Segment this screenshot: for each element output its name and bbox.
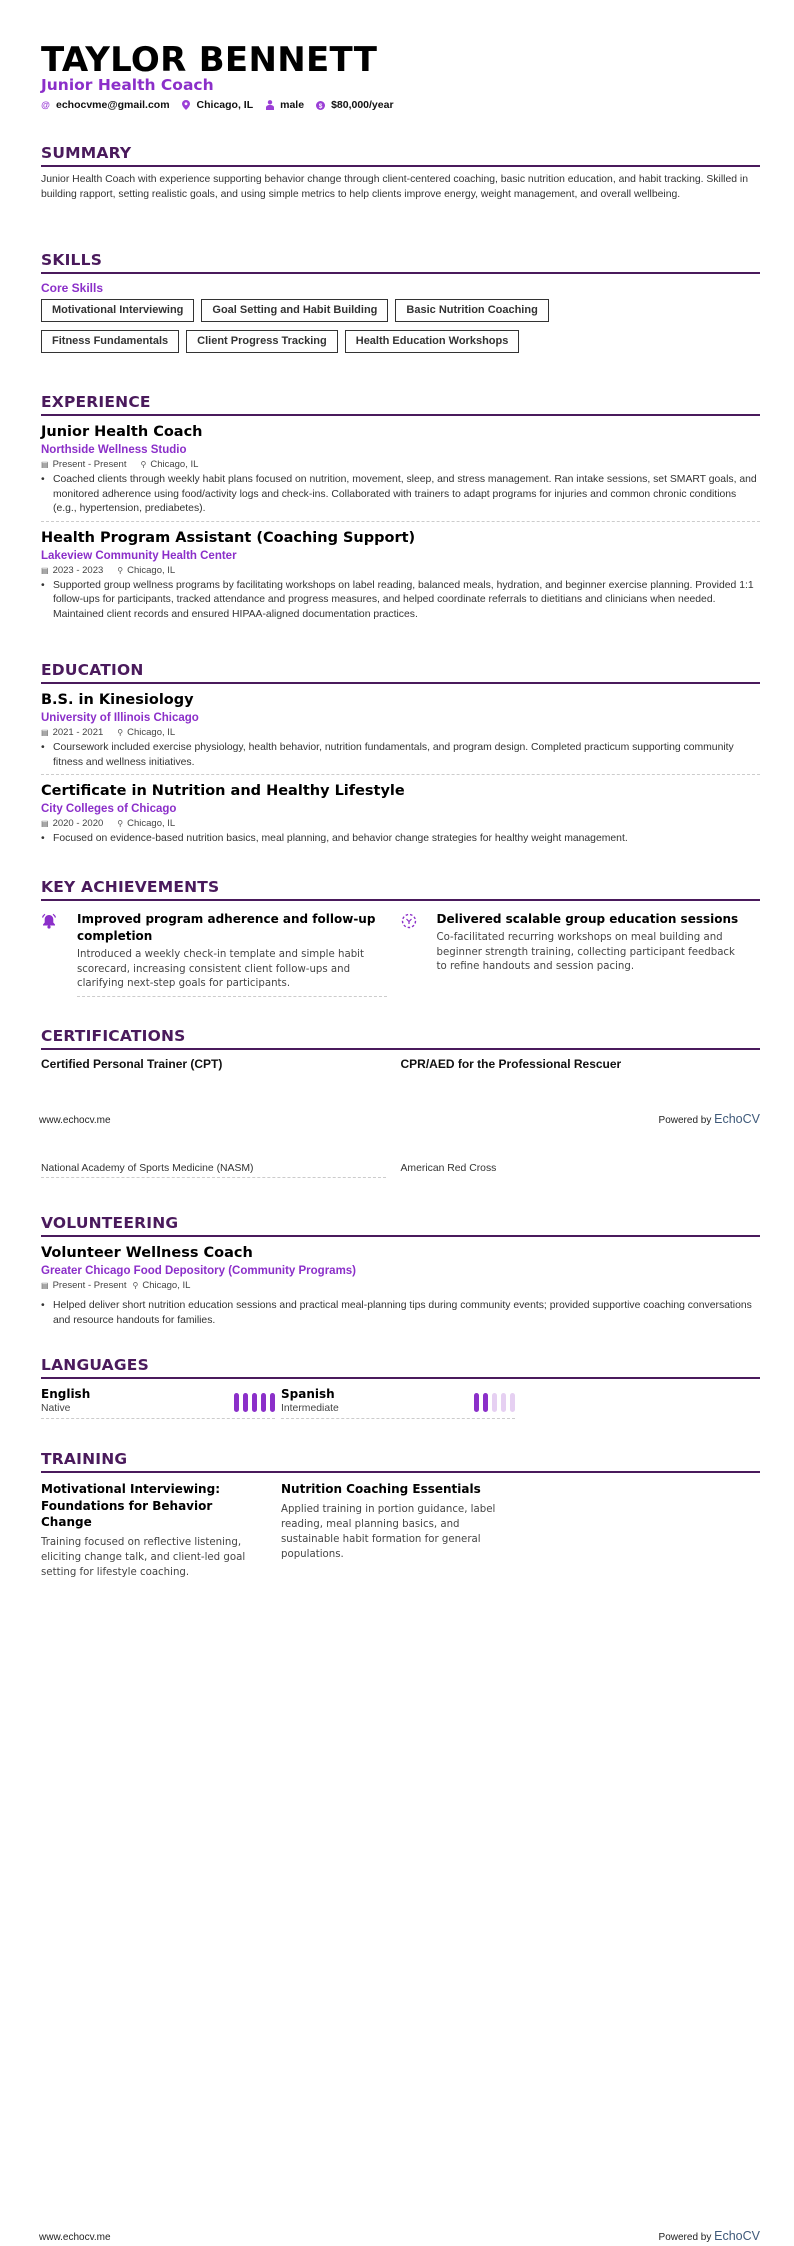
achievement-desc: Co-facilitated recurring workshops on meal building and beginner strength training, collecting participant feedback to refine handouts and session pacing. [436,932,735,972]
footer-site-link[interactable]: www.echocv.me [39,2232,111,2243]
language-item [281,1387,515,1419]
achievements-grid [41,911,760,997]
education-section [41,660,760,851]
summary-text: Junior Health Coach with experience supporting behavior change through client-centered coaching, basic nutrition education, and habit tracking. Skilled in building rapport, setting realistic goals, and using simple metrics to help clients improve energy, weight management, and overall wellbeing. [41,174,748,200]
calendar-icon: ▤ [41,565,49,575]
section-heading: SKILLS [41,250,760,274]
footer-site-link[interactable]: www.echocv.me [39,1115,111,1126]
location-pin-icon: ⚲ [140,460,147,469]
section-heading: LANGUAGES [41,1355,760,1379]
footer-brand[interactable]: EchoCV [714,2229,760,2243]
skills-chips [41,299,760,361]
location-pin-icon: ⚲ [117,728,124,737]
calendar-icon: ▤ [41,460,49,469]
training-desc: Applied training in portion guidance, label reading, meal planning basics, and sustainable habit formation for general populations. [281,1503,496,1560]
certifications-section [41,1026,760,1071]
training-item [41,1481,281,1580]
entry-dates: 2021 - 2021 [52,727,104,738]
language-item [41,1387,275,1419]
training-section [41,1449,760,1580]
volunteer-role: Volunteer Wellness Coach [41,1245,253,1261]
language-name: Spanish [281,1387,335,1401]
contact-location: Chicago, IL [182,99,254,111]
skills-group-label: Core Skills [41,281,104,295]
entry-location: Chicago, IL [150,459,199,470]
at-icon: @ [41,100,50,110]
entry-meta [41,458,760,472]
certifications-orgs [41,1163,760,1182]
training-title: Motivational Interviewing: Foundations for Behavior Change [41,1482,220,1529]
certifications-grid [41,1057,760,1071]
achievement-item [401,911,761,997]
section-heading: SUMMARY [41,143,760,167]
entry-dates: Present - Present [52,1280,127,1291]
entry-meta [41,817,760,831]
achievement-title: Delivered scalable group education sessions [436,912,739,926]
language-level: Native [41,1403,71,1414]
achievement-item [41,911,401,997]
entry-bullet: • Coursework included exercise physiology, health behavior, nutrition fundamentals, and program design. Completed practicum supporting community fitness and wellness initiatives. [41,742,734,768]
training-item [281,1481,521,1580]
experience-entry [41,528,760,627]
section-heading: KEY ACHIEVEMENTS [41,877,760,901]
education-entry [41,781,760,851]
degree-title: B.S. in Kinesiology [41,692,194,708]
certification-org: American Red Cross [400,1163,497,1174]
language-rating-bars [230,1387,275,1416]
experience-section [41,392,760,626]
training-desc: Training focused on reflective listening, eliciting change talk, and client-led goal setting for lifestyle coaching. [41,1536,246,1578]
entry-location: Chicago, IL [127,727,176,738]
skill-chip: Fitness Fundamentals [41,330,179,353]
certification-org: National Academy of Sports Medicine (NASM) [41,1163,386,1178]
expand-arrows-icon [401,911,437,997]
language-level: Intermediate [281,1403,339,1414]
entry-bullet: • Focused on evidence-based nutrition basics, meal planning, and behavior change strategies for healthy weight management. [41,833,628,844]
section-heading: TRAINING [41,1449,760,1473]
language-name: English [41,1387,91,1401]
footer-powered-by: Powered by EchoCV [658,1112,760,1126]
candidate-title: Junior Health Coach [41,76,214,94]
job-title: Junior Health Coach [41,424,203,440]
calendar-icon: ▤ [41,819,49,828]
company-name: Northside Wellness Studio [41,444,187,456]
person-icon [265,101,274,110]
company-name: Lakeview Community Health Center [41,549,237,562]
achievement-title: Improved program adherence and follow-up completion [77,912,376,943]
entry-meta [41,564,760,578]
section-heading: EDUCATION [41,660,760,684]
contact-gender: male [265,99,304,111]
contact-salary: $ $80,000/year [316,99,393,111]
page-footer [39,2229,760,2243]
languages-section [41,1355,760,1419]
entry-location: Chicago, IL [127,818,176,829]
location-pin-icon: ⚲ [132,1281,139,1290]
certification-name: Certified Personal Trainer (CPT) [41,1057,223,1071]
location-pin-icon [182,101,191,110]
summary-section [41,143,760,202]
achievement-desc: Introduced a weekly check-in template and simple habit scorecard, increasing consistent client follow-ups and clarifying next-step goals for participants. [77,949,365,989]
entry-bullet: • Coached clients through weekly habit plans focused on nutrition, movement, sleep, and stress management. Ran intake sessions, set SMART goals, and monitored adherence using food/activity logs and check-ins. Collaborated with trainers to adapt programs for injuries and common chronic conditions (e.g., hypertension, prediabetes). [41,474,757,514]
certification-name: CPR/AED for the Professional Rescuer [400,1057,622,1071]
section-heading: EXPERIENCE [41,392,760,416]
svg-text:$: $ [318,102,323,110]
skill-chip: Basic Nutrition Coaching [395,299,548,322]
education-entry [41,690,760,775]
section-heading: CERTIFICATIONS [41,1026,760,1050]
footer-powered-by: Powered by EchoCV [658,2229,760,2243]
training-grid [41,1481,521,1580]
contact-email[interactable]: @ echocvme@gmail.com [41,99,170,111]
entry-meta [41,726,760,740]
page-footer [39,1112,760,1126]
languages-grid [41,1387,521,1419]
entry-bullet: • Helped deliver short nutrition education sessions and practical meal-planning tips during community events; provided supportive coaching conversations and resource handouts for families. [41,1300,752,1326]
dollar-circle-icon [316,101,325,110]
calendar-icon: ▤ [41,1281,49,1290]
location-pin-icon: ⚲ [117,565,124,575]
skill-chip: Goal Setting and Habit Building [201,299,388,322]
bell-icon [41,911,77,997]
entry-dates: Present - Present [52,459,127,470]
training-title: Nutrition Coaching Essentials [281,1482,481,1496]
section-heading: VOLUNTEERING [41,1213,760,1237]
contact-row [41,99,406,111]
entry-dates: 2023 - 2023 [52,564,104,576]
skill-chip: Motivational Interviewing [41,299,194,322]
experience-entry [41,422,760,522]
entry-location: Chicago, IL [127,564,176,576]
school-name: City Colleges of Chicago [41,803,177,815]
entry-dates: 2020 - 2020 [52,818,104,829]
calendar-icon: ▤ [41,728,49,737]
footer-brand[interactable]: EchoCV [714,1112,760,1126]
volunteer-org: Greater Chicago Food Depository (Community Programs) [41,1265,357,1277]
candidate-name: TAYLOR BENNETT [41,40,378,80]
degree-title: Certificate in Nutrition and Healthy Lifestyle [41,783,405,799]
school-name: University of Illinois Chicago [41,712,199,724]
entry-location: Chicago, IL [142,1280,191,1291]
volunteering-entry [41,1243,760,1332]
location-pin-icon: ⚲ [117,819,124,828]
achievements-section [41,877,760,997]
skill-chip: Client Progress Tracking [186,330,338,353]
skills-section [41,250,760,361]
language-rating-bars [470,1387,515,1416]
entry-bullet: • Supported group wellness programs by facilitating workshops on label reading, balanced meals, hydration, and beginner exercise planning. Provided 1:1 follow-ups for participants, tracked attendance and progress measures, and helped coordinate referrals to dietitians and clinicians when needed. Maintained client records and ensured HIPAA-aligned documentation practices. [41,579,754,620]
volunteering-section [41,1213,760,1332]
skill-chip: Health Education Workshops [345,330,520,353]
job-title: Health Program Assistant (Coaching Support) [41,529,416,546]
entry-meta [41,1279,760,1293]
